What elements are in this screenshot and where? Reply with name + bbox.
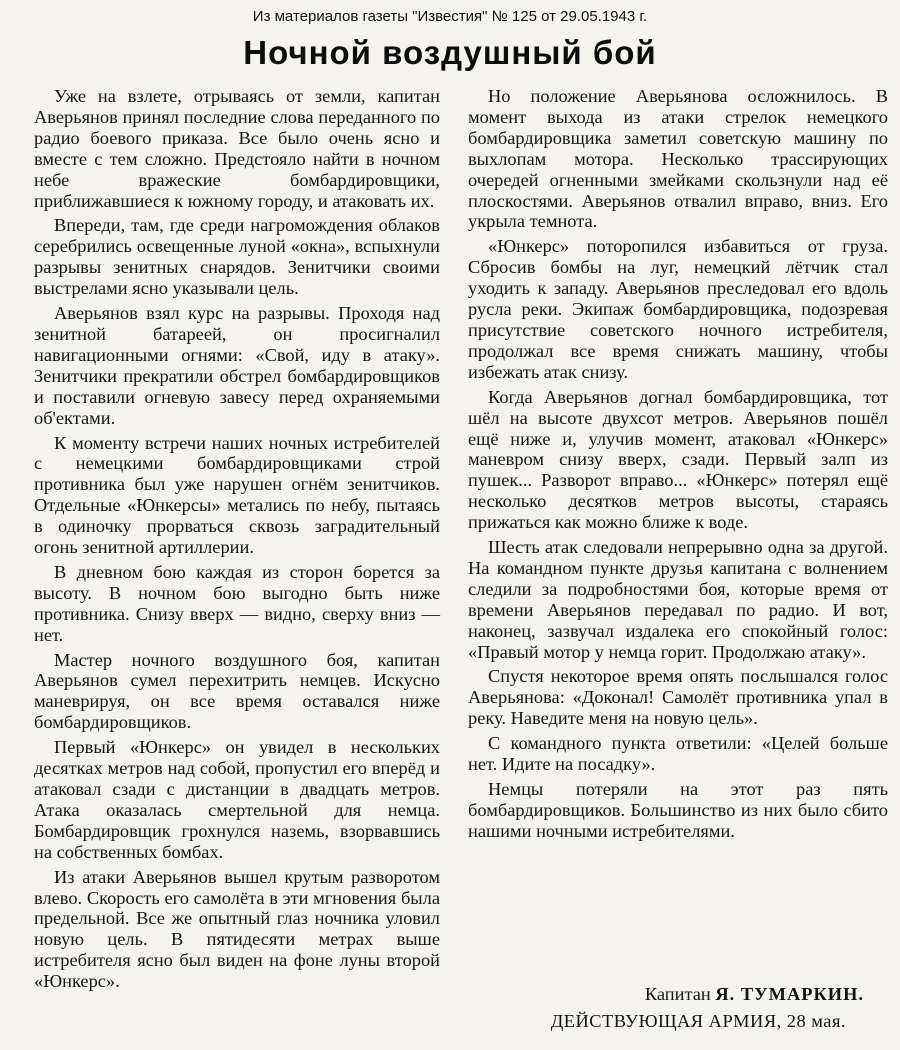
paragraph: Мастер ночного воздушного боя, капитан Аверьянов сумел перехитрить немцев. Искусно маневрируя, он все время оставался ниже бомбардировщиков.	[34, 649, 440, 733]
paragraph: Спустя некоторое время опять послышался голос Аверьянова: «Доконал! Самолёт противника упал в реку. Наведите меня на новую цель».	[468, 666, 888, 729]
author-signature-block	[468, 984, 868, 1032]
paragraph: К моменту встречи наших ночных истребителей с немецкими бомбардировщиками строй противника был уже нарушен огнём зенитчиков. Отдельные «Юнкерсы» метались по небу, пытаясь в одиночку прорваться сквозь заградительный огонь зенитной артиллерии.	[34, 432, 440, 558]
author-signature	[468, 984, 868, 1005]
paragraph: С командного пункта ответили: «Целей больше нет. Идите на посадку».	[468, 733, 888, 775]
paragraph: В дневном бою каждая из сторон борется за высоту. В ночном бою выгодно быть ниже противника. Снизу вверх — видно, сверху вниз — нет.	[34, 561, 440, 645]
paragraph: Немцы потеряли на этот раз пять бомбардировщиков. Большинство из них было сбито нашими ночными истребителями.	[468, 779, 888, 841]
paragraph: Когда Аверьянов догнал бомбардировщика, тот шёл на высоте двухсот метров. Аверьянов пошёл ещё ниже и, улучив момент, атаковал «Юнкерс» маневром снизу вверх, сзади. Первый залп из пушек... Разворот вправо... «Юнкерс» потерял ещё несколько десятков метров высоты, стараясь прижаться как можно ближе к воде.	[468, 386, 888, 533]
paragraph: «Юнкерс» поторопился избавиться от груза. Сбросив бомбы на луг, немецкий лётчик стал уходить к западу. Аверьянов преследовал его вдоль русла реки. Экипаж бомбардировщика, подозревая присутствие советского ночного истребителя, продолжал все время снижать машину, чтобы избежать атак снизу.	[468, 236, 888, 382]
paragraph: Уже на взлете, отрываясь от земли, капитан Аверьянов принял последние слова переданного по радио боевого приказа. Все было очень ясно и вместе с тем сложно. Предстояло найти в ночном небе вражеские бомбардировщики, приближавшиеся к южному городу, и атаковать их.	[34, 86, 440, 211]
source-caption: Из материалов газеты "Известия" № 125 от 29.05.1943 г.	[252, 8, 648, 25]
paragraph: Но положение Аверьянова осложнилось. В момент выхода из атаки стрелок немецкого бомбардировщика заметил советскую машину по выхлопам мотора. Несколько трассирующих очередей огненными змейками скользнули над её плоскостями. Аверьянов отвалил вправо, вниз. Его укрыла темнота.	[468, 86, 888, 232]
paragraph: Первый «Юнкерс» он увидел в нескольких десятках метров над собой, пропустил его вперёд и атаковал сзади с дистанции в двадцать метров. Атака оказалась смертельной для немца. Бомбардировщик грохнулся наземь, взорвавшись на собственных бомбах.	[34, 737, 440, 862]
paragraph: Шесть атак следовали непрерывно одна за другой. На командном пункте друзья капитана с волнением следили за подробностями боя, которые время от времени Аверьянов передавал по радио. И вот, наконец, зазвучал издалека его спокойный голос: «Правый мотор у немца горит. Продолжаю атаку».	[468, 537, 888, 662]
author-name: Я. ТУМАРКИН.	[715, 984, 864, 1004]
paragraph: Впереди, там, где среди нагромождения облаков серебрились освещенные луной «окна», вспыхнули разрывы зенитных снарядов. Зенитчики своими выстрелами ясно указывали цель.	[34, 215, 440, 299]
paragraph: Из атаки Аверьянов вышел крутым разворотом влево. Скорость его самолёта в эти мгновения была предельной. Все же опытный глаз ночника уловил новую цель. В пятидесяти метрах выше истребителя ясно был виден на фоне луны второй «Юнкерс».	[34, 866, 440, 992]
author-rank: Капитан	[644, 984, 711, 1004]
dateline: ДЕЙСТВУЮЩАЯ АРМИЯ, 28 мая.	[550, 1011, 846, 1031]
article-headline: Ночной воздушный бой	[243, 34, 657, 71]
article-column-left	[34, 86, 440, 996]
article-column-right	[468, 86, 888, 846]
paragraph: Аверьянов взял курс на разрывы. Проходя над зенитной батареей, он просигналил навигационными огнями: «Свой, иду в атаку». Зенитчики прекратили обстрел бомбардировщиков и поставили огневую завесу перед охраняемыми об'ектами.	[34, 303, 440, 428]
